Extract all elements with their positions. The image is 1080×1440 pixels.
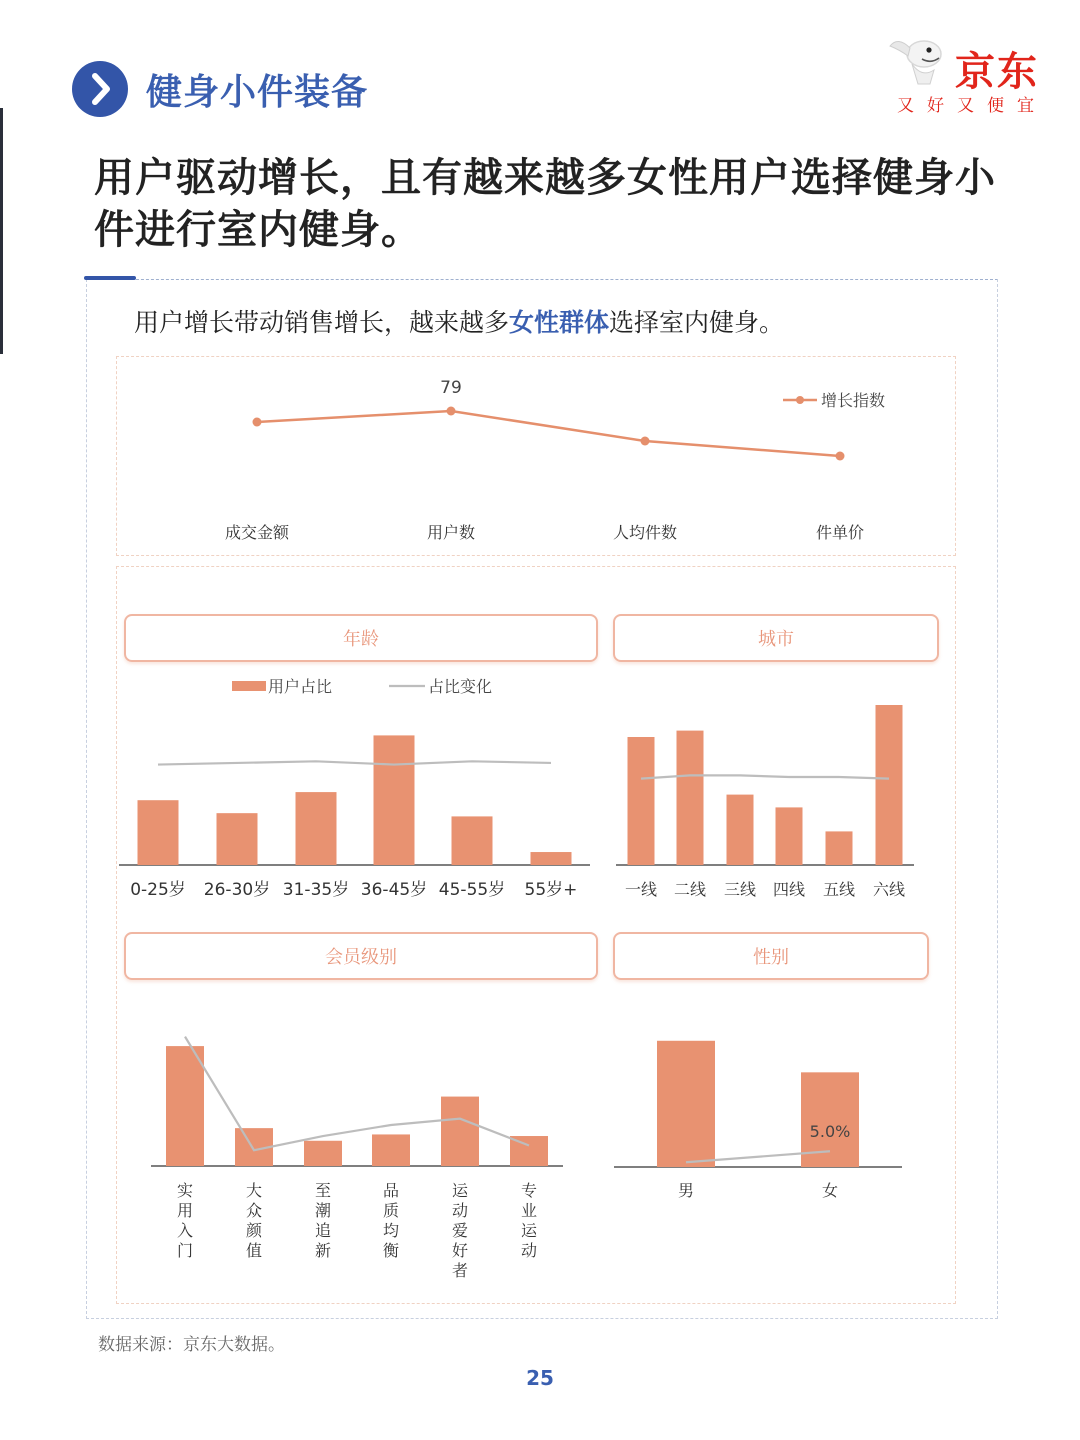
city-category-label: 三线: [723, 880, 757, 899]
age-legend-bar-label: 用户占比: [268, 677, 333, 696]
member-category-label: 新: [314, 1241, 332, 1260]
age-legend-bar-swatch: [232, 681, 266, 691]
member-category-label: 至: [314, 1181, 332, 1200]
age-bar-3: [374, 735, 415, 865]
gender-category-label: 女: [821, 1181, 839, 1200]
city-category-label: 二线: [673, 880, 707, 899]
member-panel-title: 会员级别: [124, 932, 598, 980]
age-bar-5: [531, 852, 572, 865]
city-panel-title: 城市: [613, 614, 939, 662]
member-category-label: 均: [382, 1221, 400, 1240]
member-category-label: 运: [520, 1221, 538, 1240]
member-category-label: 用: [176, 1201, 194, 1220]
data-source-note: 数据来源：京东大数据。: [98, 1335, 285, 1355]
subheadline-text-1: 用户增长带动销售增长，越来越多: [134, 308, 510, 337]
member-category-label: 好: [451, 1241, 469, 1260]
city-bar-5: [876, 705, 903, 865]
member-category-label: 众: [245, 1201, 263, 1220]
subheadline-highlight: 女性群体: [509, 308, 610, 337]
member-category-label: 爱: [451, 1221, 469, 1240]
brand-slogan: 又好又便宜: [897, 96, 1047, 116]
age-category-label: 0-25岁: [130, 880, 186, 900]
member-category-label: 质: [382, 1201, 400, 1220]
member-category-label: 实: [176, 1181, 194, 1200]
age-category-label: 45-55岁: [438, 880, 506, 900]
member-category-label: 动: [520, 1241, 538, 1260]
member-category-label: 入: [176, 1221, 194, 1240]
brand-name: 京东: [955, 49, 1039, 95]
member-category-label: 者: [451, 1261, 469, 1280]
growth-category-label: 件单价: [815, 523, 865, 542]
growth-point-3: [836, 452, 845, 461]
city-bar-3: [776, 807, 803, 865]
age-bar-1: [217, 813, 258, 865]
growth-category-label: 用户数: [426, 523, 476, 542]
gender-bar-0: [657, 1041, 715, 1167]
age-category-label: 55岁+: [524, 880, 578, 900]
member-category-label: 颜: [245, 1221, 263, 1240]
member-category-label: 潮: [314, 1201, 332, 1220]
age-bar-0: [138, 800, 179, 865]
member-category-label: 衡: [382, 1241, 400, 1260]
gender-category-label: 男: [677, 1181, 695, 1200]
age-panel-title: 年龄: [124, 614, 598, 662]
growth-category-label: 成交金额: [224, 523, 290, 542]
city-category-label: 五线: [822, 880, 856, 899]
member-category-label: 动: [451, 1201, 469, 1220]
member-category-label: 大: [245, 1181, 263, 1200]
age-bar-4: [452, 816, 493, 865]
member-category-label: 值: [245, 1241, 263, 1260]
growth-point-0: [253, 418, 262, 427]
age-category-label: 26-30岁: [203, 880, 271, 900]
subheadline-text-2: 选择室内健身。: [609, 308, 785, 337]
page-number: 25: [526, 1366, 554, 1390]
age-category-label: 31-35岁: [282, 880, 350, 900]
growth-category-label: 人均件数: [612, 523, 678, 542]
city-bar-1: [677, 731, 704, 865]
member-category-label: 运: [451, 1181, 469, 1200]
city-bar-4: [826, 831, 853, 865]
city-category-label: 一线: [624, 880, 658, 899]
section-title: 健身小件装备: [146, 72, 369, 113]
growth-legend-marker: [796, 396, 804, 404]
member-category-label: 追: [314, 1221, 332, 1240]
member-category-label: 门: [176, 1241, 194, 1260]
growth-point-1: [447, 407, 456, 416]
growth-data-label: 79: [440, 378, 462, 398]
growth-point-2: [641, 437, 650, 446]
growth-legend-label: 增长指数: [821, 391, 886, 410]
age-legend-line-label: 占比变化: [428, 677, 493, 696]
member-category-label: 品: [382, 1181, 400, 1200]
member-bar-2: [304, 1141, 342, 1166]
page-headline: 用户驱动增长，且有越来越多女性用户选择健身小件进行室内健身。: [94, 155, 996, 253]
member-category-label: 专: [520, 1181, 538, 1200]
member-bar-3: [372, 1134, 410, 1166]
city-bar-0: [628, 737, 655, 865]
age-category-label: 36-45岁: [360, 880, 428, 900]
gender-data-label: 5.0%: [809, 1122, 851, 1142]
city-category-label: 六线: [872, 880, 906, 899]
city-category-label: 四线: [772, 880, 806, 899]
gender-panel-title: 性别: [613, 932, 929, 980]
city-bar-2: [727, 795, 754, 865]
growth-index-line: [257, 411, 840, 456]
age-bar-2: [296, 792, 337, 865]
age-change-line: [158, 761, 551, 764]
member-category-label: 业: [520, 1201, 538, 1220]
member-bar-4: [441, 1097, 479, 1166]
member-bar-0: [166, 1046, 204, 1166]
